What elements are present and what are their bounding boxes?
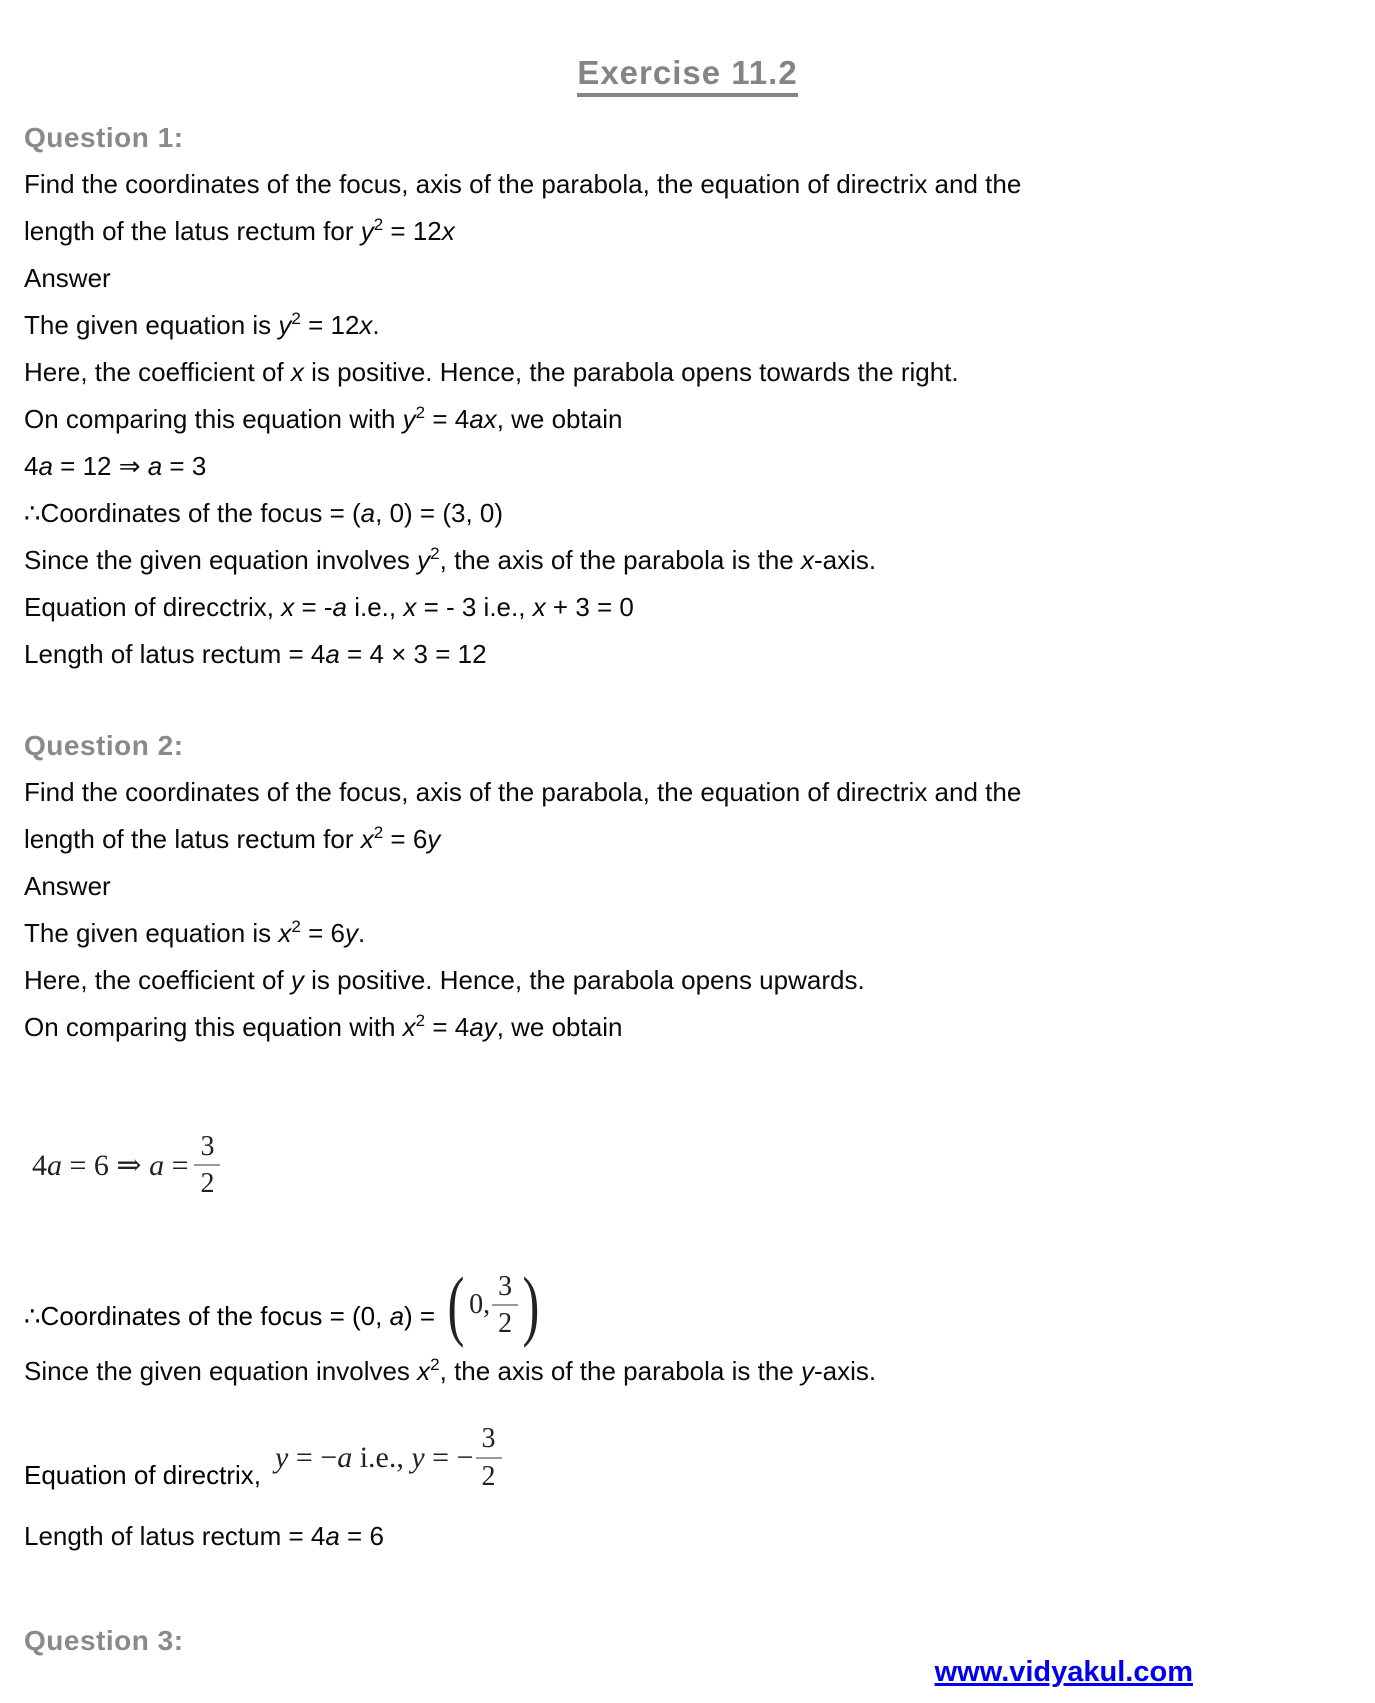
q2-question-line-2: length of the latus rectum for $x^2 = 6y$ (24, 823, 441, 854)
q1-coefficient-note: Here, the coefficient of x is positive. Hence, the parabola opens towards the right. (24, 357, 959, 387)
q2-focus-prefix: ∴Coordinates of the focus = (0, a) = (24, 1301, 436, 1331)
focus-zero: 0, (469, 1288, 491, 1320)
q2-answer-label: Answer (24, 871, 111, 901)
q2-directrix-label: Equation of directrix, (24, 1460, 262, 1490)
fraction-denominator: 2 (476, 1457, 502, 1491)
q1-question-line-1: Find the coordinates of the focus, axis of the parabola, the equation of directrix and the (24, 169, 1022, 199)
page-title (24, 52, 1351, 94)
q2-focus-line (24, 1239, 1351, 1348)
q1-axis-note: Since the given equation involves $y^2$, the axis of the parabola is the x-axis. (24, 544, 877, 575)
q2-directrix-line (24, 1395, 1351, 1495)
directrix-equation-text: y = −a i.e., y = − (275, 1440, 474, 1474)
q2-latus-rectum: Length of latus rectum = 4a = 6 (24, 1521, 384, 1551)
q1-answer-label: Answer (24, 263, 111, 293)
fraction-numerator: 3 (200, 1130, 215, 1162)
fraction-three-halves (492, 1272, 518, 1339)
q2-axis-note: Since the given equation involves $x^2$, the axis of the parabola is the y-axis. (24, 1355, 877, 1386)
q2-question-line-1: Find the coordinates of the focus, axis of the parabola, the equation of directrix and the (24, 777, 1022, 807)
q2-given-equation: The given equation is $x^2 = 6y$. (24, 917, 366, 948)
q1-directrix-equation: Equation of direcctrix, x = -a i.e., x = - 3 i.e., x + 3 = 0 (24, 592, 634, 622)
q1-latus-rectum: Length of latus rectum = 4a = 4 × 3 = 12 (24, 639, 487, 669)
fraction-denominator: 2 (492, 1304, 518, 1338)
question-2-heading: Question 2: (24, 730, 184, 761)
fraction-numerator: 3 (481, 1423, 496, 1455)
right-parenthesis: ) (522, 1260, 540, 1348)
fraction-three-halves (194, 1132, 220, 1199)
left-parenthesis: ( (447, 1260, 465, 1348)
q2-coefficient-note: Here, the coefficient of y is positive. Hence, the parabola opens upwards. (24, 965, 865, 995)
footer (24, 1652, 1351, 1692)
vidyakul-link[interactable]: www.vidyakul.com (934, 1656, 1193, 1688)
q1-focus-coordinates: ∴Coordinates of the focus = (a, 0) = (3, 0) (24, 498, 504, 528)
directrix-equation (275, 1424, 502, 1491)
q2-a-value-equation (24, 1117, 1351, 1213)
q1-a-value-equation: 4a = 12 ⇒ a = 3 (24, 451, 207, 481)
question-1-heading: Question 1: (24, 122, 184, 153)
fraction-denominator: 2 (194, 1164, 220, 1198)
focus-coordinates-expression (443, 1260, 544, 1348)
question-3-heading: Question 3: (24, 1625, 184, 1656)
page-title-text: Exercise 11.2 (577, 54, 797, 97)
fraction-numerator: 3 (498, 1270, 513, 1302)
q1-given-equation: The given equation is $y^2 = 12x$. (24, 309, 380, 340)
q1-comparison-line: On comparing this equation with $y^2 = 4ax$, we obtain (24, 403, 623, 434)
q1-question-line-2: length of the latus rectum for $y^2 = 12x$ (24, 215, 455, 246)
q2-a-value-lhs: 4a = 6 ⇒ a = (32, 1148, 189, 1182)
q2-comparison-line: On comparing this equation with $x^2 = 4ay$, we obtain (24, 1011, 623, 1042)
fraction-three-halves (476, 1424, 502, 1491)
